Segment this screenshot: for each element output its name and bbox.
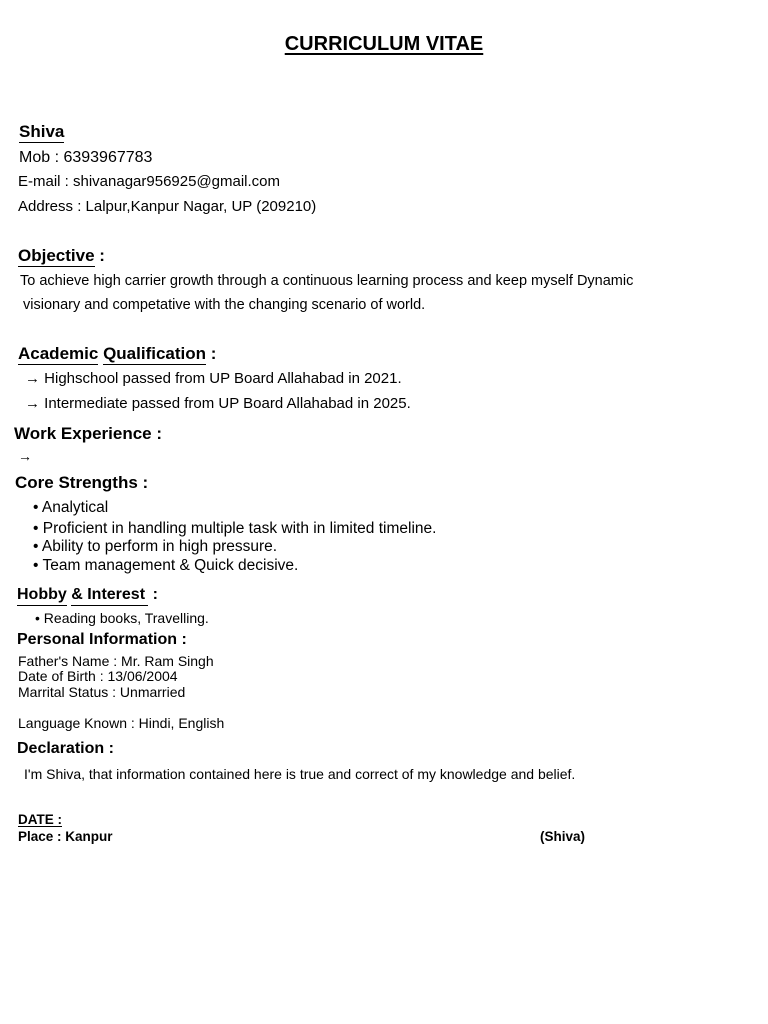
core-strength-item: • Proficient in handling multiple task with in limited timeline. [33,520,437,537]
mobile-number: Mob : 6393967783 [19,149,153,166]
postal-address: Address : Lalpur,Kanpur Nagar, UP (209210) [18,198,317,215]
declaration-heading: Declaration : [17,740,114,757]
hobby-interest-heading: Hobby & Interest : [17,586,158,606]
work-experience-heading: Work Experience : [14,424,163,443]
core-strength-item: • Analytical [33,499,109,516]
declaration-text: I'm Shiva, that information contained here is true and correct of my knowledge and belief. [24,766,576,782]
page-title: CURRICULUM VITAE [284,33,484,55]
fathers-name: Father's Name : Mr. Ram Singh [18,653,214,669]
academic-item: → Highschool passed from UP Board Allahabad in 2021. [25,370,402,387]
academic-qualification-heading: Academic Qualification : [18,344,217,363]
academic-item: → Intermediate passed from UP Board Allahabad in 2025. [25,395,411,412]
email-address: E-mail : shivanagar956925@gmail.com [18,173,281,190]
personal-information-heading: Personal Information : [17,631,187,648]
candidate-name: Shiva [19,122,65,141]
date-of-birth: Date of Birth : 13/06/2004 [18,668,178,684]
core-strengths-heading: Core Strengths : [15,473,149,492]
place-label: Place : Kanpur [18,829,113,844]
core-strength-item: • Team management & Quick decisive. [33,557,299,574]
languages-known: Language Known : Hindi, English [18,715,225,731]
work-experience-item: → [18,448,32,464]
objective-text-line-2: visionary and competative with the changing scenario of world. [23,297,426,313]
hobby-item: • Reading books, Travelling. [35,610,209,626]
objective-text-line-1: To achieve high carrier growth through a continuous learning process and keep myself Dynamic [20,273,634,289]
date-label: DATE : [18,812,62,827]
signature: (Shiva) [540,829,586,844]
objective-heading: Objective : [18,246,105,265]
core-strength-item: • Ability to perform in high pressure. [33,538,278,555]
marital-status: Marrital Status : Unmarried [18,684,186,700]
